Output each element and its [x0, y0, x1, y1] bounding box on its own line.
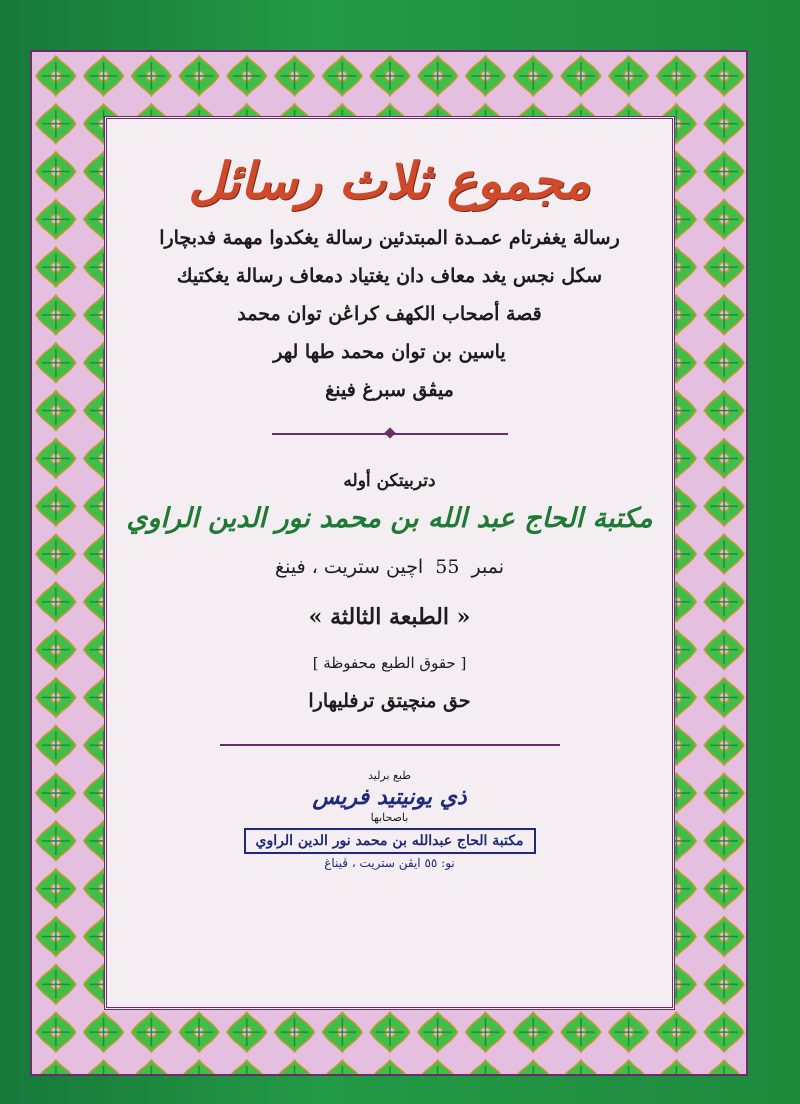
address-street: اچين ستريت ، فينغ	[275, 556, 424, 578]
publisher-name: مكتبة الحاج عبد الله بن محمد نور الدين الراوي	[126, 503, 653, 534]
address-prefix: نمبر	[471, 556, 504, 578]
copyright-notice: [ حقوق الطبع محفوظة ]	[312, 654, 467, 672]
publisher-intro: دتربيتكن أوله	[343, 471, 436, 491]
ornamental-divider	[272, 433, 508, 435]
printer-imprint	[107, 768, 672, 870]
contents-line: قصة أصحاب الكهف كراڠن توان محمد	[237, 303, 542, 325]
contents-line: سكل نجس يغد معاف دان يغتياد دمعاف رسالة يغكتيك	[176, 265, 603, 287]
publisher-address	[107, 556, 672, 578]
contents-line: ياسين بن توان محمد طها لهر	[273, 341, 506, 363]
press-name: ذي يونيتيد فريس	[312, 784, 467, 810]
imprint-address: نو: ٥٥ ايڤن ستريت ، ڤيناغ	[324, 856, 455, 870]
title-panel	[104, 116, 675, 1010]
reservation-note: حق منچيتق ترفليهارا	[308, 690, 471, 712]
contents-line: رسالة يغفرتام عمـدة المبتدئين رسالة يغكدوا مهمة فدبچارا	[159, 227, 620, 249]
edition-label: « الطبعة الثالثة »	[308, 604, 471, 630]
owner-label: باصحابها	[370, 811, 409, 824]
contents-list	[107, 219, 672, 409]
contents-line: ميڤق سبرغ فينغ	[325, 379, 454, 401]
book-title: مجموع ثلاث رسائل	[188, 151, 591, 210]
bookshop-stamp: مكتبة الحاج عبدالله بن محمد نور الدين الراوي	[244, 828, 536, 854]
address-number: 55	[435, 556, 460, 578]
printed-by-label: طبع برليد	[367, 769, 411, 782]
bottom-divider	[220, 744, 560, 746]
ornamental-frame	[30, 50, 748, 1076]
